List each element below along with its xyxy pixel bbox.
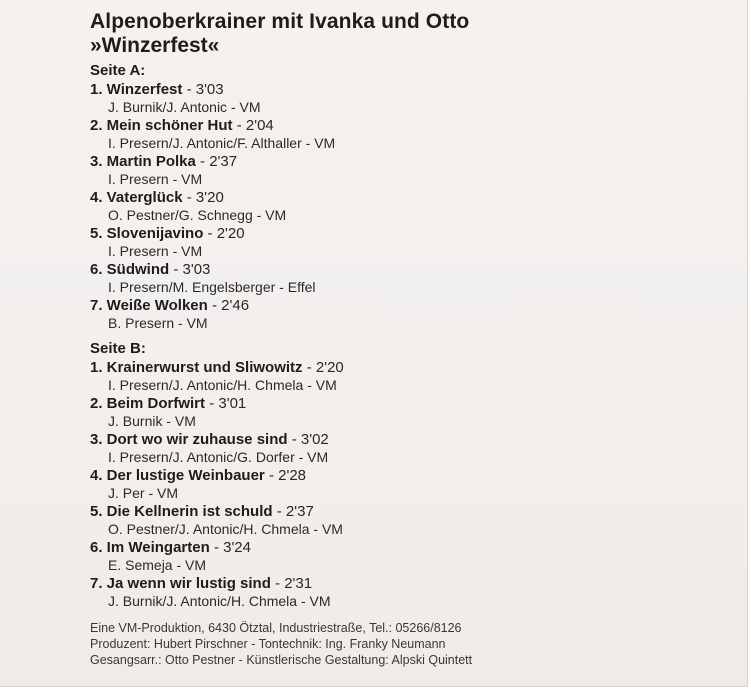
track-duration: - 2'28 xyxy=(268,467,307,484)
track-line xyxy=(90,574,730,593)
track-item xyxy=(90,358,730,394)
track-line xyxy=(90,430,730,449)
track-line xyxy=(90,188,730,207)
track-duration: - 2'20 xyxy=(306,359,344,376)
side-b-heading: Seite B: xyxy=(90,340,146,357)
track-title: 3. Dort wo wir zuhause sind xyxy=(90,431,288,448)
track-duration: - 2'20 xyxy=(207,225,245,242)
track-credit: B. Presern - VM xyxy=(108,315,208,331)
artist-title: Alpenoberkrainer mit Ivanka und Otto xyxy=(90,10,470,33)
track-line xyxy=(90,80,730,99)
track-item xyxy=(90,502,730,538)
track-item xyxy=(90,116,730,152)
track-credit: I. Presern/J. Antonic/H. Chmela - VM xyxy=(108,377,337,393)
track-item xyxy=(90,224,730,260)
track-line xyxy=(90,394,730,413)
track-duration: - 2'37 xyxy=(200,153,238,170)
track-duration: - 2'31 xyxy=(275,575,313,592)
track-item xyxy=(90,574,730,610)
track-title: 4. Der lustige Weinbauer xyxy=(90,467,265,484)
track-duration: - 2'37 xyxy=(276,503,314,520)
track-credit: I. Presern - VM xyxy=(108,243,203,259)
track-credit: O. Pestner/J. Antonic/H. Chmela - VM xyxy=(108,521,343,537)
track-duration: - 3'24 xyxy=(213,539,251,556)
track-item xyxy=(90,466,730,502)
track-line xyxy=(90,358,730,377)
track-item xyxy=(90,188,730,224)
track-title: 5. Die Kellnerin ist schuld xyxy=(90,503,273,520)
track-title: 6. Im Weingarten xyxy=(90,539,210,556)
footer-line-production: Eine VM-Produktion, 6430 Ötztal, Industriestraße, Tel.: 05266/8126 xyxy=(90,621,462,635)
side-b-tracklist xyxy=(90,358,730,610)
track-line xyxy=(90,260,730,279)
track-item xyxy=(90,394,730,430)
track-credit: I. Presern/J. Antonic/F. Althaller - VM xyxy=(108,135,336,151)
track-item xyxy=(90,260,730,296)
insert-content xyxy=(90,10,730,668)
production-credits xyxy=(90,620,730,668)
track-title: 4. Vaterglück xyxy=(90,189,183,206)
footer-line-arrangement: Gesangsarr.: Otto Pestner - Künstlerische Gestaltung: Alpski Quintett xyxy=(90,653,473,667)
track-title: 2. Mein schöner Hut xyxy=(90,117,233,134)
track-duration: - 2'04 xyxy=(236,117,274,134)
track-title: 2. Beim Dorfwirt xyxy=(90,395,206,412)
track-credit: J. Burnik/J. Antonic - VM xyxy=(108,99,261,115)
track-title: 7. Weiße Wolken xyxy=(90,297,208,314)
track-item xyxy=(90,538,730,574)
track-title: 1. Winzerfest xyxy=(90,81,183,98)
track-credit: I. Presern/J. Antonic/G. Dorfer - VM xyxy=(108,449,329,465)
track-credit: J. Burnik - VM xyxy=(108,413,196,429)
track-title: 1. Krainerwurst und Sliwowitz xyxy=(90,359,303,376)
track-line xyxy=(90,502,730,521)
track-line xyxy=(90,466,730,485)
track-duration: - 3'02 xyxy=(291,431,329,448)
track-duration: - 3'01 xyxy=(209,395,247,412)
track-item xyxy=(90,152,730,188)
side-a-tracklist xyxy=(90,80,730,332)
track-credit: J. Burnik/J. Antonic/H. Chmela - VM xyxy=(108,593,331,609)
track-item xyxy=(90,430,730,466)
track-credit: O. Pestner/G. Schnegg - VM xyxy=(108,207,287,223)
track-item xyxy=(90,296,730,332)
track-credit: I. Presern/M. Engelsberger - Effel xyxy=(108,279,316,295)
track-duration: - 3'03 xyxy=(186,81,224,98)
track-title: 3. Martin Polka xyxy=(90,153,196,170)
side-b-section xyxy=(90,340,730,610)
track-title: 5. Slovenijavino xyxy=(90,225,204,242)
side-a-heading: Seite A: xyxy=(90,62,146,79)
track-credit: I. Presern - VM xyxy=(108,171,203,187)
footer-line-producer: Produzent: Hubert Pirschner - Tontechnik: Ing. Franky Neumann xyxy=(90,637,446,651)
track-line xyxy=(90,224,730,243)
album-title: »Winzerfest« xyxy=(90,34,220,57)
track-credit: E. Semeja - VM xyxy=(108,557,207,573)
track-line xyxy=(90,296,730,315)
track-duration: - 2'46 xyxy=(211,297,250,314)
track-line xyxy=(90,116,730,135)
track-duration: - 3'20 xyxy=(186,189,224,206)
track-item xyxy=(90,80,730,116)
track-title: 7. Ja wenn wir lustig sind xyxy=(90,575,271,592)
track-line xyxy=(90,152,730,171)
track-title: 6. Südwind xyxy=(90,261,170,278)
track-duration: - 3'03 xyxy=(173,261,211,278)
track-line xyxy=(90,538,730,557)
side-a-section xyxy=(90,62,730,332)
track-credit: J. Per - VM xyxy=(108,485,179,501)
